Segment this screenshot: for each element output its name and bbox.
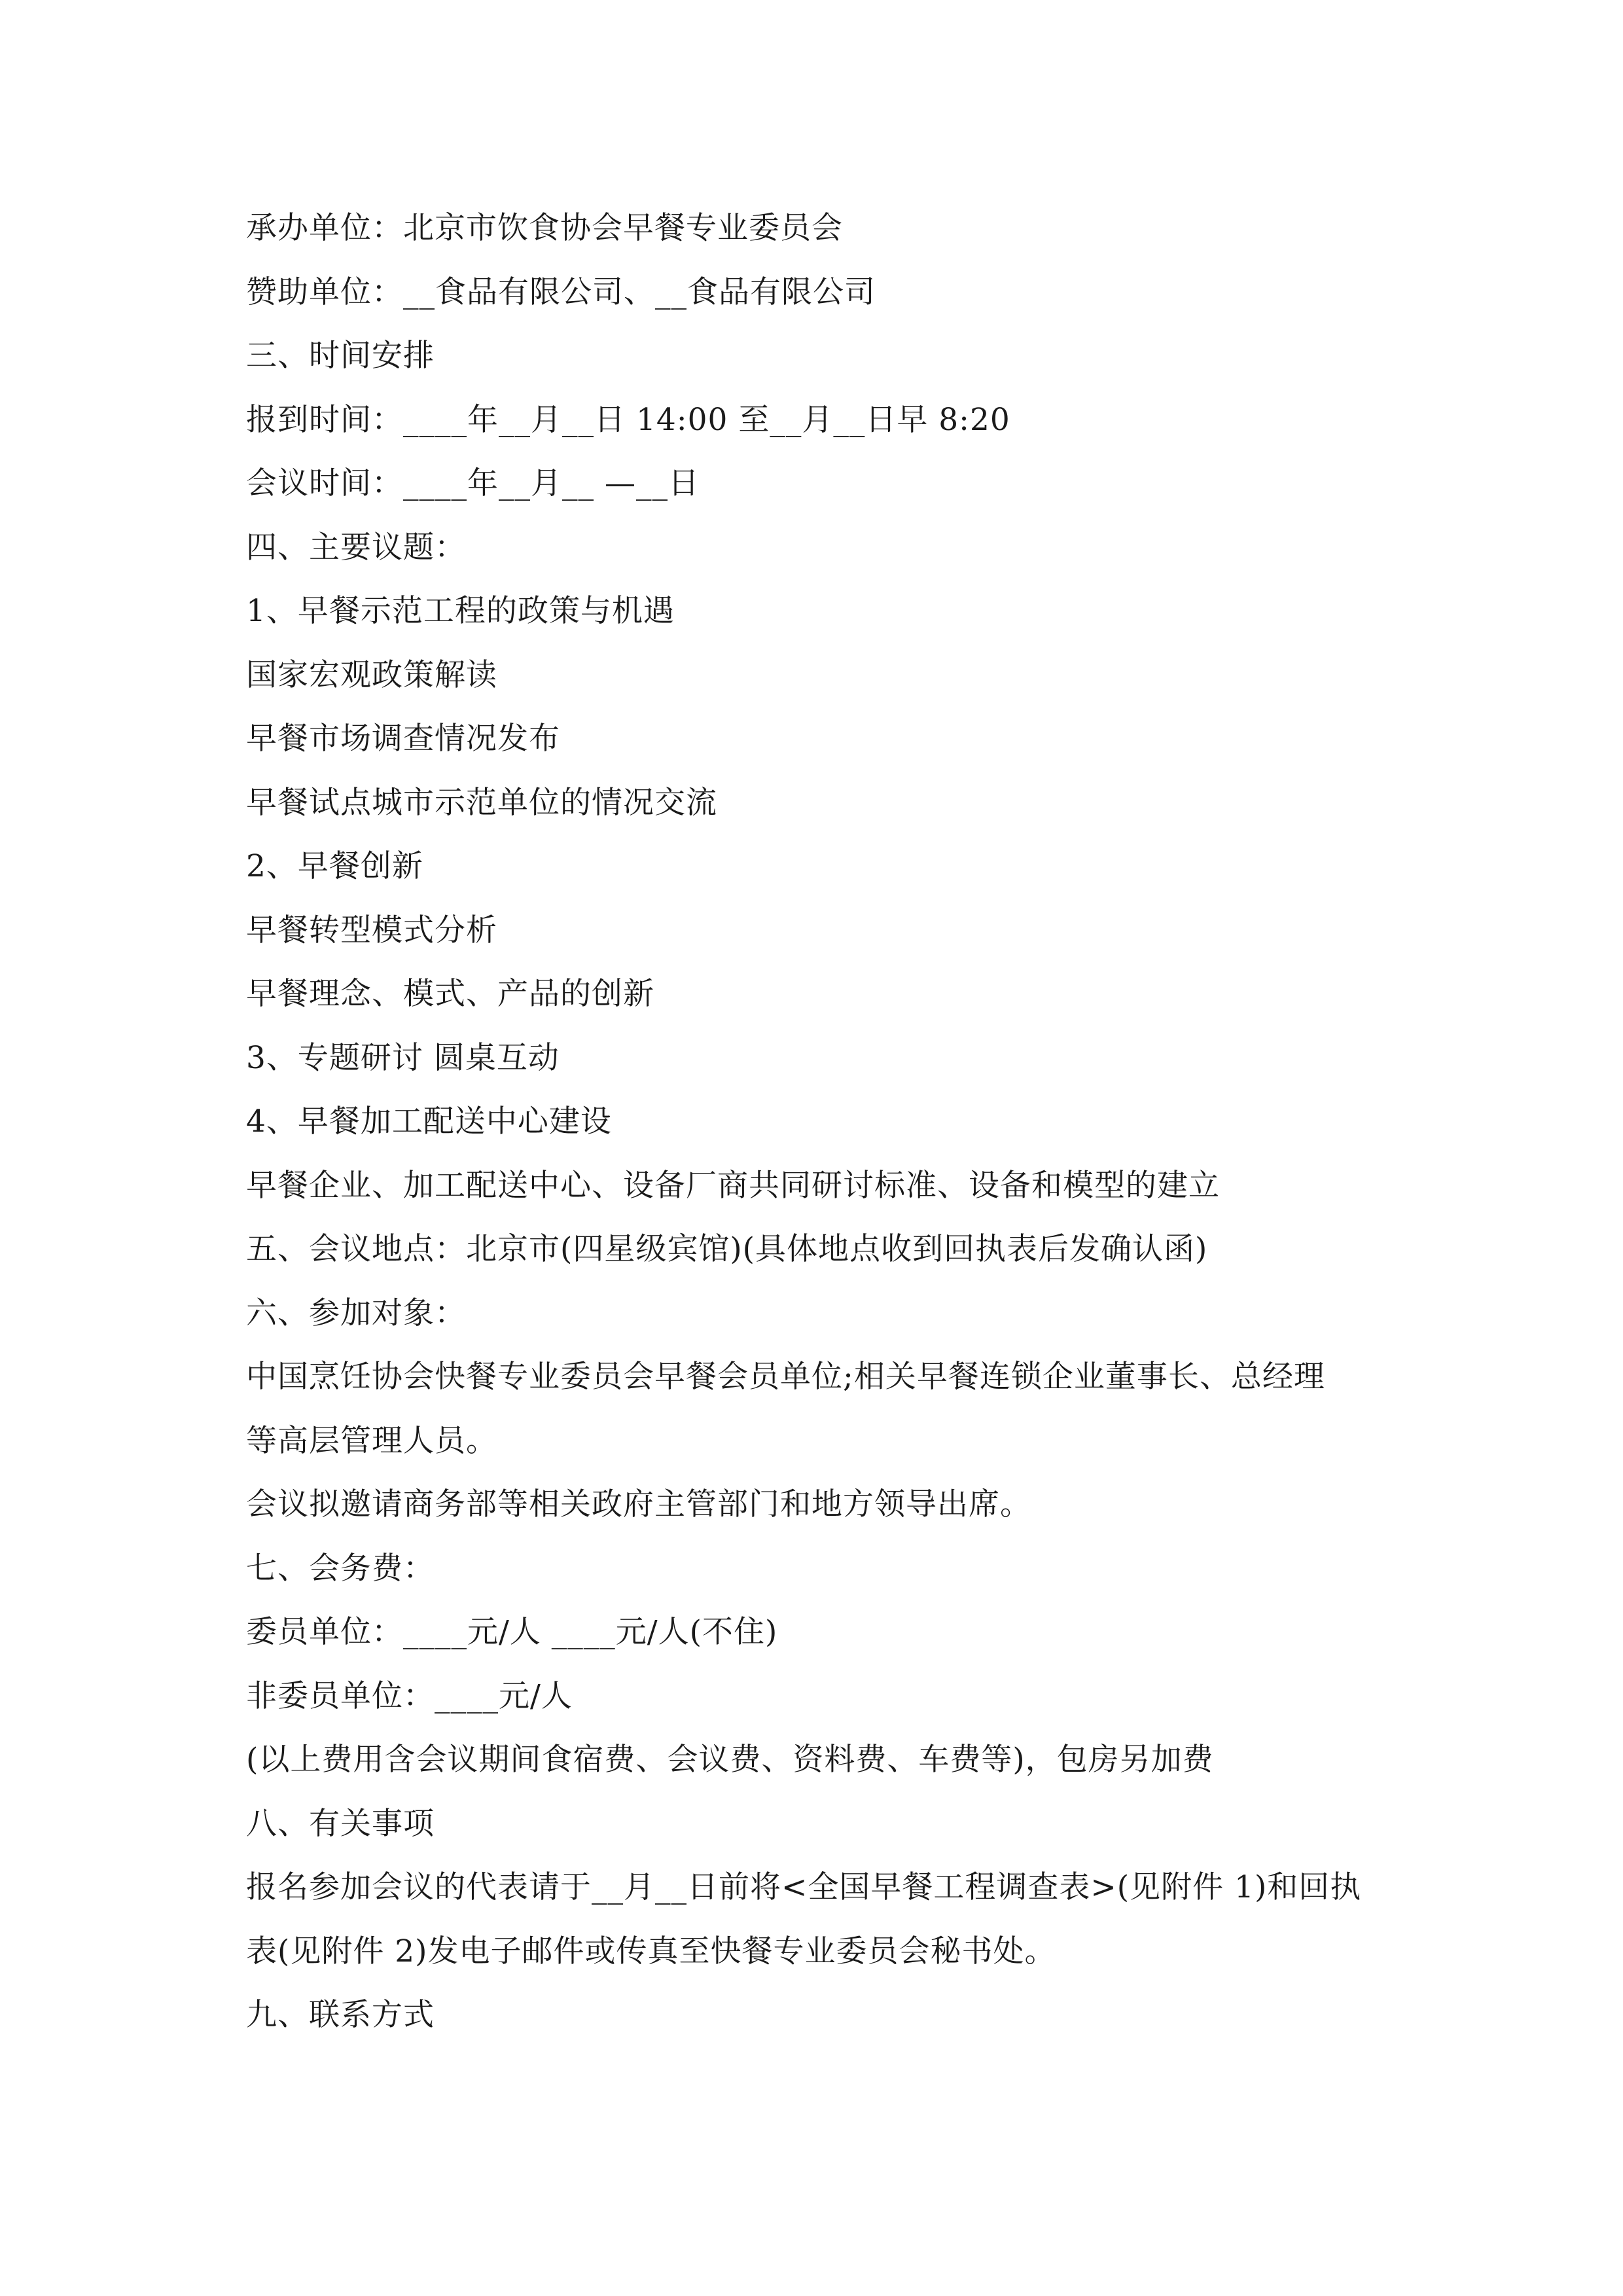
member-fee-line: 委员单位：____元/人 ____元/人(不住) bbox=[246, 1614, 778, 1650]
topic-1-item-3: 早餐试点城市示范单位的情况交流 bbox=[246, 784, 717, 821]
meeting-time-line: 会议时间：____年__月__ —__日 bbox=[246, 465, 700, 501]
topic-2-heading: 2、早餐创新 bbox=[246, 848, 423, 884]
section-heading-fees: 七、会务费： bbox=[246, 1550, 435, 1587]
section-heading-schedule: 三、时间安排 bbox=[246, 338, 435, 374]
participants-line-1: 中国烹饪协会快餐专业委员会早餐会员单位;相关早餐连锁企业董事长、总经理 bbox=[246, 1359, 1325, 1395]
section-heading-contact: 九、联系方式 bbox=[246, 1997, 435, 2033]
matters-line-1: 报名参加会议的代表请于__月__日前将<全国早餐工程调查表>(见附件 1)和回执 bbox=[246, 1869, 1362, 1905]
topic-1-item-2: 早餐市场调查情况发布 bbox=[246, 721, 560, 757]
invited-guests-line: 会议拟邀请商务部等相关政府主管部门和地方领导出席。 bbox=[246, 1486, 1031, 1522]
topic-2-item-1: 早餐转型模式分析 bbox=[246, 912, 497, 948]
document-body bbox=[246, 196, 1398, 2047]
matters-line-2: 表(见附件 2)发电子邮件或传真至快餐专业委员会秘书处。 bbox=[246, 1933, 1056, 1969]
section-heading-topics: 四、主要议题： bbox=[246, 529, 466, 565]
fee-note-line: (以上费用含会议期间食宿费、会议费、资料费、车费等)，包房另加费 bbox=[246, 1742, 1214, 1778]
organizer-line: 承办单位：北京市饮食协会早餐专业委员会 bbox=[246, 210, 843, 246]
section-heading-participants: 六、参加对象： bbox=[246, 1295, 466, 1331]
topic-1-item-1: 国家宏观政策解读 bbox=[246, 656, 497, 693]
non-member-fee-line: 非委员单位：____元/人 bbox=[246, 1677, 573, 1714]
topic-1-heading: 1、早餐示范工程的政策与机遇 bbox=[246, 593, 675, 629]
participants-line-2: 等高层管理人员。 bbox=[246, 1422, 497, 1459]
topic-2-item-2: 早餐理念、模式、产品的创新 bbox=[246, 976, 654, 1012]
topic-3-heading: 3、专题研讨 圆桌互动 bbox=[246, 1039, 560, 1076]
section-heading-venue: 五、会议地点：北京市(四星级宾馆)(具体地点收到回执表后发确认函) bbox=[246, 1231, 1208, 1267]
topic-4-item-1: 早餐企业、加工配送中心、设备厂商共同研讨标准、设备和模型的建立 bbox=[246, 1167, 1220, 1204]
registration-time-line: 报到时间：____年__月__日 14:00 至__月__日早 8:20 bbox=[246, 401, 1010, 438]
topic-4-heading: 4、早餐加工配送中心建设 bbox=[246, 1103, 612, 1139]
sponsor-line: 赞助单位：__食品有限公司、__食品有限公司 bbox=[246, 274, 876, 310]
section-heading-matters: 八、有关事项 bbox=[246, 1805, 435, 1842]
